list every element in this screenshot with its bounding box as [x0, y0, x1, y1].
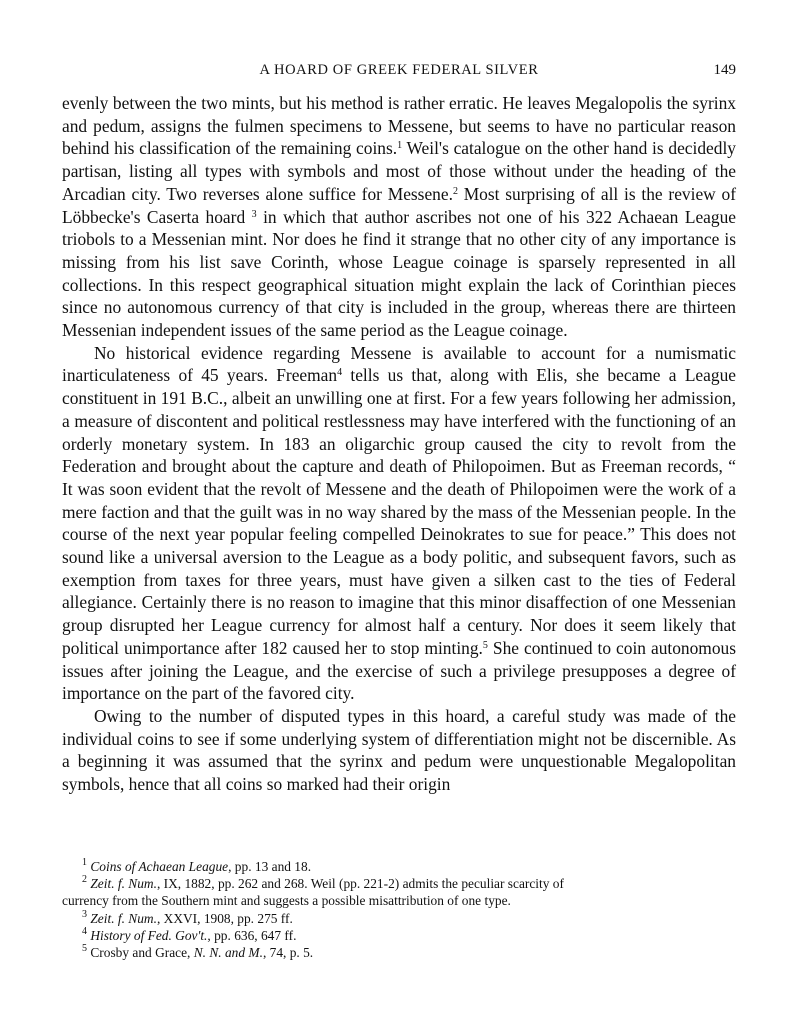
footnote-number: 2 — [82, 874, 87, 886]
footnote-text: , 74, p. 5. — [262, 945, 314, 961]
footnote-ref-3: 3 — [251, 208, 257, 220]
footnote-text: , XXVI, 1908, pp. 275 ff. — [156, 910, 293, 926]
era-abbreviation: B.C. — [191, 388, 224, 409]
page-number: 149 — [713, 62, 736, 78]
footnote-ref-5: 5 — [482, 639, 488, 651]
paragraph-text: No historical evidence regarding Messene is available to account for a numismatic inarticulateness of 45 years. Freeman — [62, 342, 736, 386]
page-header — [62, 62, 736, 82]
paragraph-1 — [62, 92, 736, 342]
footnote-title: Coins of Achaean League — [90, 859, 229, 874]
paragraph-3 — [62, 705, 736, 796]
paragraph-text: evenly between the two mints, but his method is rather erratic. He leaves Megalopolis the syrinx and pedum, assigns the fulmen specimens to Messene, but seems to have no particular reason behind his classification of the remaining coins. — [62, 93, 736, 159]
footnote-number: 1 — [82, 857, 87, 868]
footnote-text: , pp. 13 and 18. — [228, 859, 312, 874]
footnotes — [62, 858, 736, 961]
footnote-text: , pp. 636, 647 ff. — [207, 927, 297, 943]
footnote-5 — [62, 944, 736, 961]
running-title: A HOARD OF GREEK FEDERAL SILVER — [259, 62, 539, 78]
footnote-number: 4 — [82, 925, 87, 937]
footnote-1 — [62, 858, 736, 875]
footnote-title: N. N. and M. — [193, 945, 263, 961]
footnote-3 — [62, 910, 736, 927]
body-text — [62, 92, 736, 796]
footnote-ref-1: 1 — [397, 140, 403, 152]
paragraph-text: Most surprising of all is the review of Löbbecke's Caserta hoard — [62, 183, 736, 227]
paragraph-text: tells us that, along with Elis, she became a League constituent in 191 — [62, 365, 736, 409]
footnote-text: Crosby and Grace, — [90, 945, 194, 961]
footnote-ref-4: 4 — [337, 367, 343, 379]
footnote-number: 3 — [82, 908, 87, 920]
paragraph-text: Owing to the number of disputed types in this hoard, a careful study was made of the individual coins to see if some underlying system of differentiation might not be discernible. As a beginning it was assumed that the syrinx and pedum were unquestionable Megalopolitan symbols, hence that all coins so marked had their origin — [62, 705, 736, 795]
footnote-text: , IX, 1882, pp. 262 and 268. Weil (pp. 221-2) admits the peculiar scarcity of — [156, 876, 564, 892]
footnote-number: 5 — [82, 943, 87, 955]
footnote-title: Zeit. f. Num. — [90, 876, 157, 892]
paragraph-text: Weil's catalogue on the other hand is decidedly partisan, listing all types with symbols and most of those without under the heading of the Arcadian city. Two reverses alone suffice for Messene. — [62, 138, 736, 204]
paragraph-text: , albeit an unwilling one at first. For a few years following her admission, a measure of discontent and political restlessness may have interfered with the functioning of an orderly monetary system. In 183 an oligarchic group caused the city to revolt from the Federation and brought about the capture and death of Philopoimen. But as Freeman records, “ It was soon evident that the revolt of Messene and the death of Philopoimen were the work of a mere faction and that the guilt was in no way shared by the mass of the Messenian people. In the course of the next year popular feeling compelled Deinokrates to sue for peace.” This does not sound like a universal aversion to the League as a body politic, and subsequent favors, such as exemption from taxes for three years, must have given a silken cast to the ties of Federal allegiance. Certainly there is no reason to imagine that this minor disaffection of one Messenian group disrupted her League currency for almost half a century. Nor does it seem likely that political unimportance after 182 caused her to stop minting. — [62, 388, 736, 658]
footnote-ref-2: 2 — [452, 185, 458, 197]
footnote-2 — [62, 875, 736, 909]
paragraph-text: She continued to coin autonomous issues after joining the League, and the exercise of such a privilege presupposes a degree of importance on the part of the favored city. — [62, 637, 736, 704]
footnote-title: History of Fed. Gov't. — [90, 927, 208, 943]
paragraph-text: in which that author ascribes not one of his 322 Achaean League triobols to a Messenian mint. Nor does he find it strange that no other city of any importance is missing from his list save Corinth, whose League coinage is sparsely represented in all collections. In this respect geographical situation might explain the lack of Corinthian pieces since no autonomous currency of that city is included in the group, whereas there are thirteen Messenian independent issues of the same period as the League coinage. — [62, 206, 736, 341]
footnote-4 — [62, 927, 736, 944]
paragraph-2 — [62, 342, 736, 705]
footnote-text: currency from the Southern mint and suggests a possible misattribution of one type. — [62, 893, 511, 909]
footnote-title: Zeit. f. Num. — [90, 910, 157, 926]
